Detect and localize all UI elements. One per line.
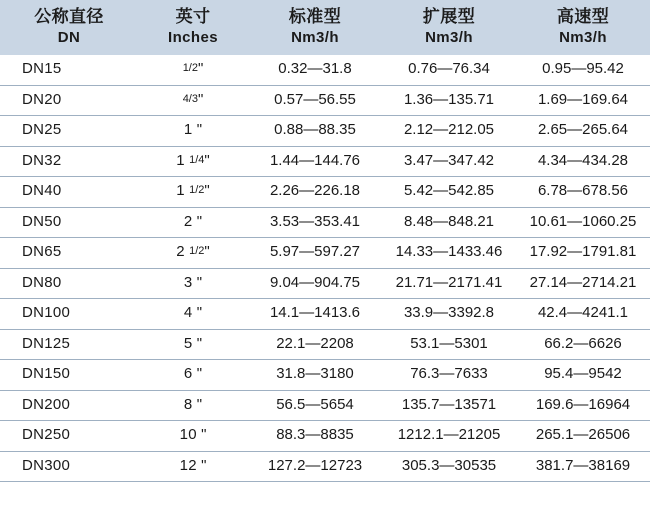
cell-extended: 14.33—1433.46 [382,238,516,269]
inches-suffix: " [197,60,204,78]
inches-fraction: 1/2 [182,62,198,75]
cell-standard: 127.2—12723 [248,451,382,482]
inches-whole: 12 [179,456,197,474]
cell-dn: DN40 [0,177,138,208]
cell-inches [138,360,248,391]
inches-suffix: " [196,212,203,230]
cell-highspeed: 6.78—678.56 [516,177,650,208]
cell-dn: DN25 [0,116,138,147]
cell-highspeed: 1.69—169.64 [516,85,650,116]
cell-inches [138,238,248,269]
cell-highspeed: 0.95—95.42 [516,55,650,85]
cell-inches [138,451,248,482]
cell-dn: DN300 [0,451,138,482]
cell-extended: 305.3—30535 [382,451,516,482]
cell-inches [138,299,248,330]
table-row [0,207,650,238]
inches-suffix: " [204,182,210,200]
cell-inches [138,55,248,85]
column-header-inches-line1: 英寸 [175,7,211,26]
cell-extended: 1212.1—21205 [382,421,516,452]
cell-highspeed: 381.7—38169 [516,451,650,482]
cell-standard: 1.44—144.76 [248,146,382,177]
column-header-inches-line2: Inches [168,29,218,47]
cell-standard: 31.8—3180 [248,360,382,391]
cell-extended: 3.47—347.42 [382,146,516,177]
table-row [0,238,650,269]
inches-whole: 3 [183,273,193,291]
column-header-extended-line2: Nm3/h [425,29,473,47]
cell-inches [138,421,248,452]
cell-dn: DN200 [0,390,138,421]
table-row [0,421,650,452]
cell-inches [138,85,248,116]
inches-whole: 4 [183,304,193,322]
cell-highspeed: 95.4—9542 [516,360,650,391]
column-header-inches [138,0,248,55]
inches-whole: 6 [183,365,193,383]
inches-suffix: " [196,365,203,383]
cell-standard: 0.88—88.35 [248,116,382,147]
cell-dn: DN15 [0,55,138,85]
cell-dn: DN125 [0,329,138,360]
inches-suffix: " [197,90,204,108]
cell-standard: 14.1—1413.6 [248,299,382,330]
cell-extended: 135.7—13571 [382,390,516,421]
cell-standard: 22.1—2208 [248,329,382,360]
cell-highspeed: 169.6—16964 [516,390,650,421]
table-row [0,146,650,177]
table-row [0,85,650,116]
table-body [0,55,650,482]
cell-dn: DN50 [0,207,138,238]
inches-whole: 2 [183,212,193,230]
table-row [0,390,650,421]
cell-inches [138,390,248,421]
cell-standard: 0.32—31.8 [248,55,382,85]
cell-dn: DN65 [0,238,138,269]
column-header-extended-line1: 扩展型 [422,7,476,26]
cell-inches [138,116,248,147]
cell-dn: DN100 [0,299,138,330]
inches-suffix: " [204,243,210,261]
inches-suffix: " [201,456,207,474]
cell-extended: 0.76—76.34 [382,55,516,85]
cell-highspeed: 265.1—26506 [516,421,650,452]
inches-whole: 2 [176,243,185,261]
cell-extended: 33.9—3392.8 [382,299,516,330]
cell-standard: 9.04—904.75 [248,268,382,299]
cell-highspeed: 17.92—1791.81 [516,238,650,269]
cell-extended: 8.48—848.21 [382,207,516,238]
cell-inches [138,177,248,208]
cell-extended: 76.3—7633 [382,360,516,391]
inches-suffix: " [196,334,203,352]
column-header-highspeed-line2: Nm3/h [559,29,607,47]
column-header-dn [0,0,138,55]
inches-whole: 8 [183,395,193,413]
column-header-extended [382,0,516,55]
inches-fraction: 4/3 [182,92,198,105]
cell-dn: DN20 [0,85,138,116]
cell-extended: 53.1—5301 [382,329,516,360]
inches-suffix: " [204,151,210,169]
column-header-dn-line2: DN [57,29,81,47]
cell-highspeed: 42.4—4241.1 [516,299,650,330]
inches-suffix: " [196,395,203,413]
cell-extended: 5.42—542.85 [382,177,516,208]
inches-whole: 1 [183,121,193,139]
table-row [0,116,650,147]
column-header-standard-line2: Nm3/h [291,29,339,47]
cell-inches [138,329,248,360]
cell-extended: 2.12—212.05 [382,116,516,147]
inches-whole: 5 [183,334,193,352]
table-row [0,360,650,391]
table-row [0,451,650,482]
cell-dn: DN32 [0,146,138,177]
cell-highspeed: 2.65—265.64 [516,116,650,147]
inches-fraction: 1/4 [189,153,205,166]
inches-suffix: " [201,426,207,444]
column-header-highspeed-line1: 高速型 [556,7,610,26]
cell-standard: 0.57—56.55 [248,85,382,116]
cell-inches [138,207,248,238]
column-header-dn-line1: 公称直径 [34,7,104,26]
cell-standard: 56.5—5654 [248,390,382,421]
cell-inches [138,146,248,177]
table-row [0,268,650,299]
inches-whole: 1 [176,182,185,200]
cell-standard: 5.97—597.27 [248,238,382,269]
cell-extended: 21.71—2171.41 [382,268,516,299]
inches-suffix: " [196,304,203,322]
cell-inches [138,268,248,299]
inches-whole: 1 [176,151,185,169]
cell-standard: 2.26—226.18 [248,177,382,208]
inches-suffix: " [196,121,203,139]
cell-dn: DN150 [0,360,138,391]
inches-whole: 10 [179,426,197,444]
inches-fraction: 1/2 [189,184,205,197]
cell-dn: DN250 [0,421,138,452]
cell-highspeed: 10.61—1060.25 [516,207,650,238]
table-row [0,329,650,360]
cell-highspeed: 4.34—434.28 [516,146,650,177]
column-header-standard-line1: 标准型 [288,7,342,26]
table-row [0,177,650,208]
inches-fraction: 1/2 [189,245,205,258]
cell-highspeed: 66.2—6626 [516,329,650,360]
header-row [0,0,650,55]
cell-standard: 88.3—8835 [248,421,382,452]
column-header-highspeed [516,0,650,55]
table-row [0,55,650,85]
cell-dn: DN80 [0,268,138,299]
cell-highspeed: 27.14—2714.21 [516,268,650,299]
cell-extended: 1.36—135.71 [382,85,516,116]
cell-standard: 3.53—353.41 [248,207,382,238]
table-row [0,299,650,330]
column-header-standard [248,0,382,55]
table-header [0,0,650,55]
inches-suffix: " [196,273,203,291]
